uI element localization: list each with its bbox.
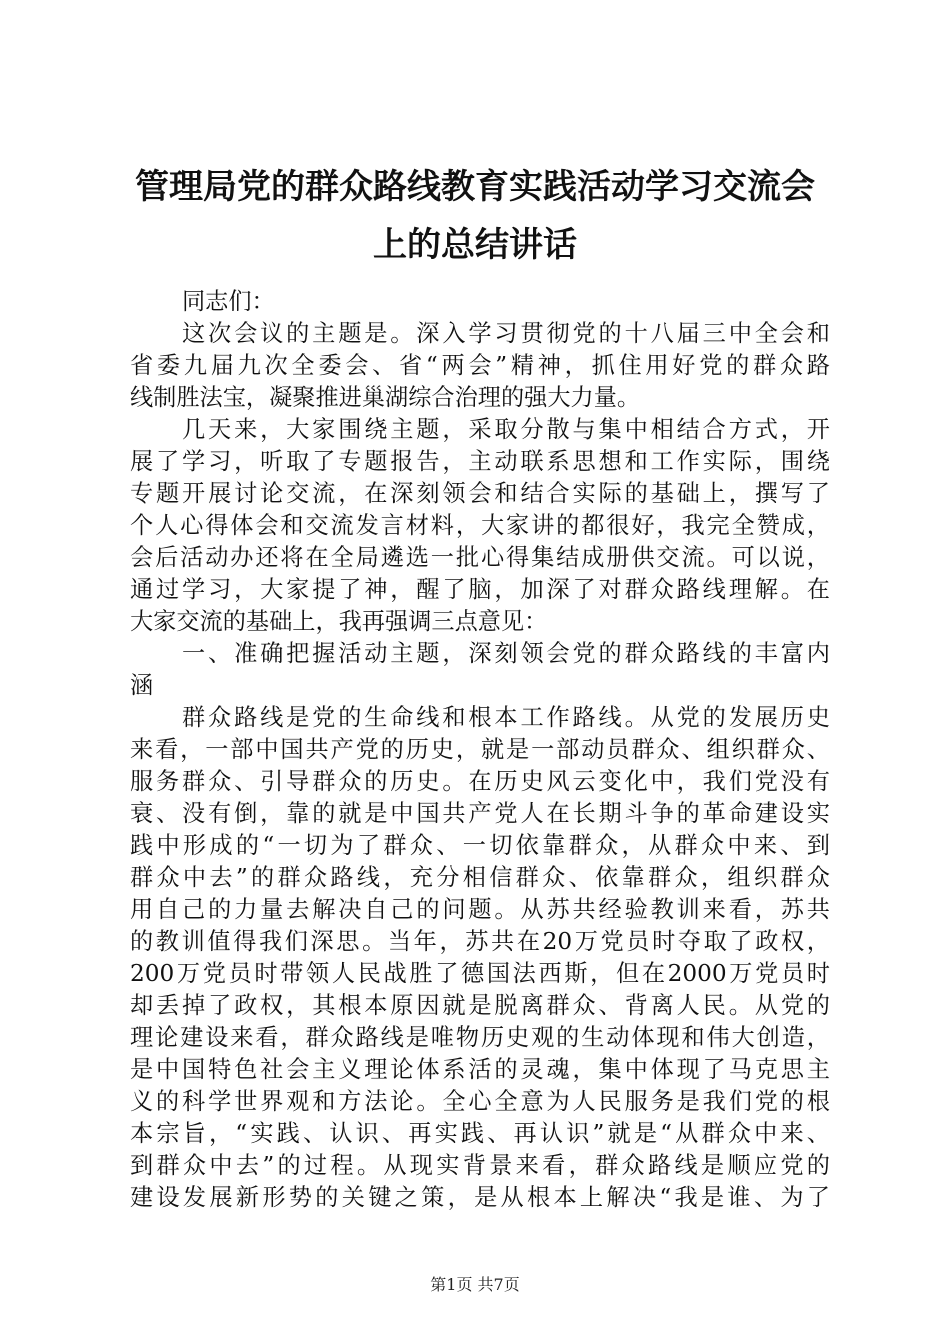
paragraph-line: 个人心得体会和交流发言材料，大家讲的都很好，我完全赞成， (130, 512, 830, 539)
paragraph-line: 这次会议的主题是。深入学习贯彻党的十八届三中全会和 (182, 320, 830, 347)
paragraph-line: 线制胜法宝，凝聚推进巢湖综合治理的强大力量。 (130, 384, 641, 411)
paragraph-line: 践中形成的“一切为了群众、一切依靠群众，从群众中来、到 (130, 832, 830, 859)
paragraph-line: 专题开展讨论交流，在深刻领会和结合实际的基础上，撰写了 (130, 480, 830, 507)
paragraph-line: 展了学习，听取了专题报告，主动联系思想和工作实际，围绕 (130, 448, 830, 475)
document-body (130, 286, 830, 1214)
paragraph-line: 的教训值得我们深思。当年，苏共在20万党员时夺取了政权， (130, 928, 830, 955)
paragraph-line: 理论建设来看，群众路线是唯物历史观的生动体现和伟大创造， (130, 1024, 830, 1051)
paragraph-line: 200万党员时带领人民战胜了德国法西斯，但在2000万党员时 (130, 960, 830, 987)
page-footer: 第1页 共7页 (430, 1275, 520, 1294)
paragraph-line: 义的科学世界观和方法论。全心全意为人民服务是我们党的根 (130, 1088, 830, 1115)
paragraph-line: 群众路线是党的生命线和根本工作路线。从党的发展历史 (182, 704, 830, 731)
title-line-1: 管理局党的群众路线教育实践活动学习交流会 (135, 167, 815, 207)
paragraph-line: 用自己的力量去解决自己的问题。从苏共经验教训来看，苏共 (130, 896, 830, 923)
section-heading-line: 涵 (130, 672, 154, 699)
section-heading-line: 一、准确把握活动主题，深刻领会党的群众路线的丰富内 (182, 640, 830, 667)
paragraph-line: 通过学习，大家提了神，醒了脑，加深了对群众路线理解。在 (130, 576, 830, 603)
paragraph-line: 几天来，大家围绕主题，采取分散与集中相结合方式，开 (182, 416, 830, 443)
paragraph-line: 建设发展新形势的关键之策，是从根本上解决“我是谁、为了 (130, 1184, 830, 1211)
paragraph-line: 本宗旨，“实践、认识、再实践、再认识”就是“从群众中来、 (130, 1120, 830, 1147)
salutation: 同志们： (182, 288, 275, 315)
paragraph-line: 到群众中去”的过程。从现实背景来看，群众路线是顺应党的 (130, 1152, 830, 1179)
paragraph-line: 省委九届九次全委会、省“两会”精神，抓住用好党的群众路 (130, 352, 830, 379)
paragraph-line: 会后活动办还将在全局遴选一批心得集结成册供交流。可以说， (130, 544, 830, 571)
paragraph-line: 却丢掉了政权，其根本原因就是脱离群众、背离人民。从党的 (130, 992, 830, 1019)
paragraph-line: 是中国特色社会主义理论体系活的灵魂，集中体现了马克思主 (130, 1056, 830, 1083)
title-line-2: 上的总结讲话 (373, 225, 577, 265)
paragraph-line: 服务群众、引导群众的历史。在历史风云变化中，我们党没有 (130, 768, 830, 795)
paragraph-line: 衰、没有倒，靠的就是中国共产党人在长期斗争的革命建设实 (130, 800, 830, 827)
paragraph-line: 大家交流的基础上，我再强调三点意见： (130, 608, 548, 635)
paragraph-line: 来看，一部中国共产党的历史，就是一部动员群众、组织群众、 (130, 736, 830, 763)
paragraph-line: 群众中去”的群众路线，充分相信群众、依靠群众，组织群众 (130, 864, 830, 891)
document-title (90, 158, 860, 274)
